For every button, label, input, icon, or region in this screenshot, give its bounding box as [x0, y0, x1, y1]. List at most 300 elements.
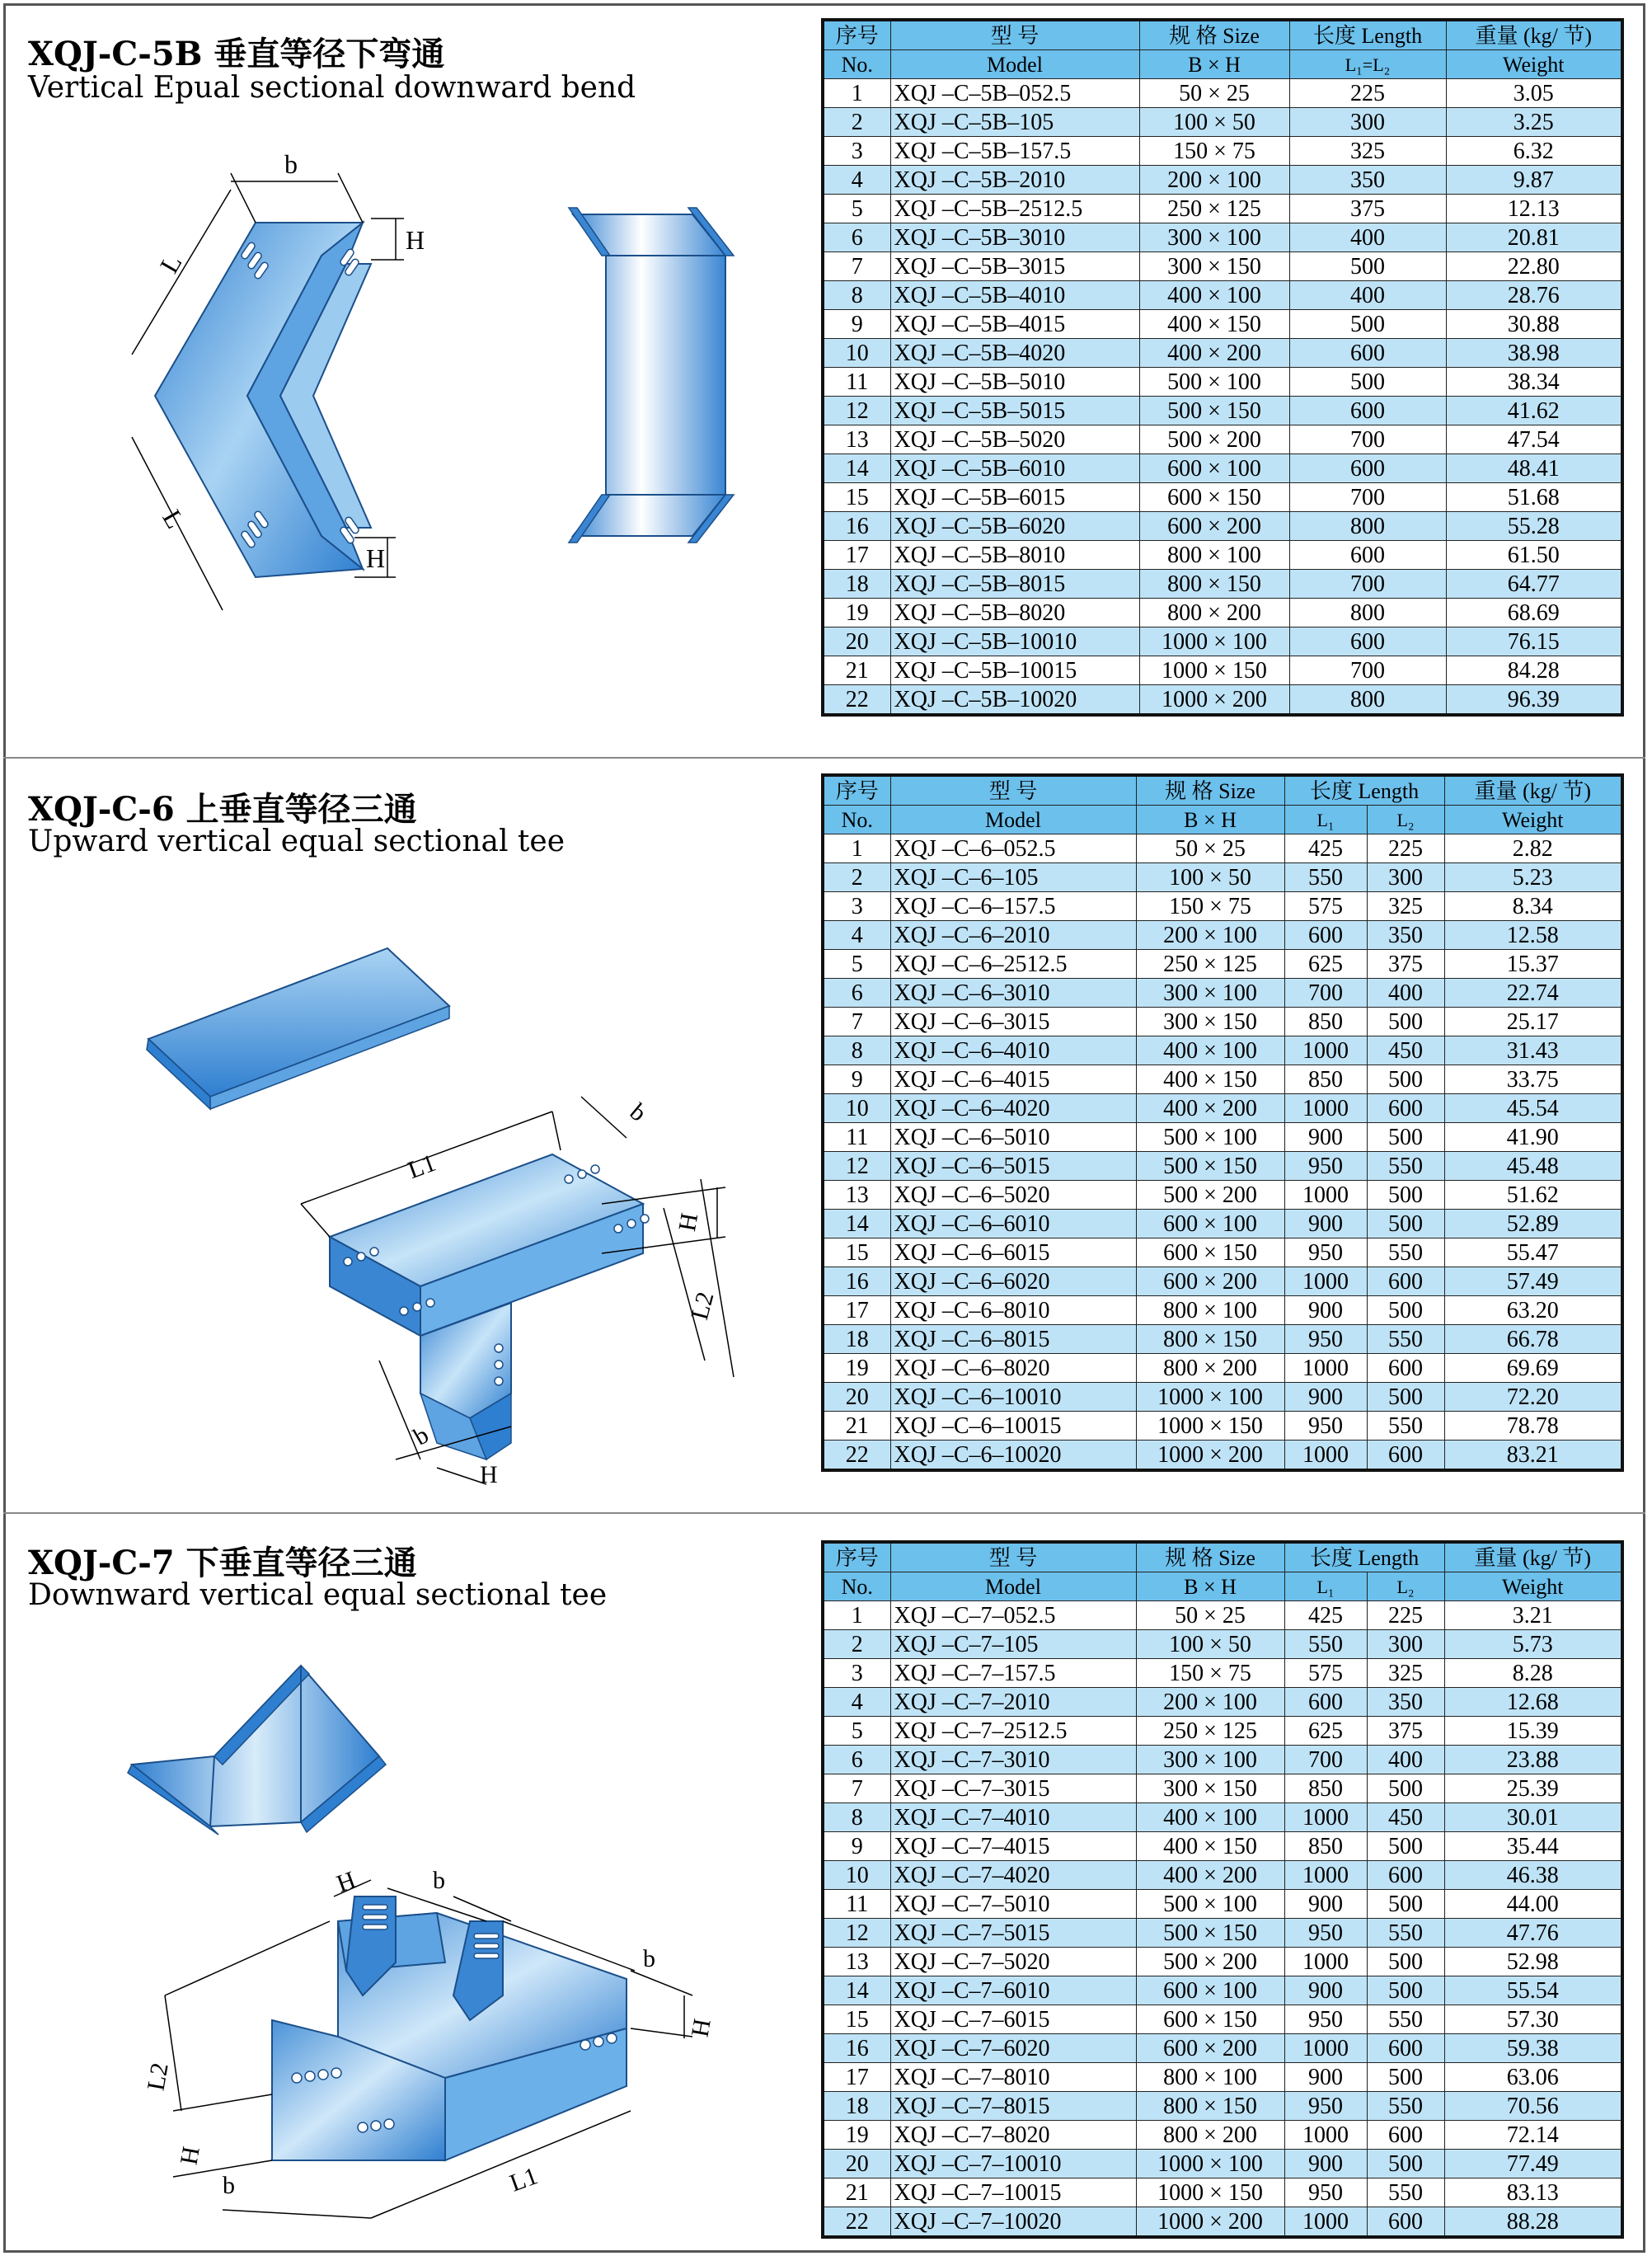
- table-cell: XQJ –C–7–2010: [890, 1688, 1136, 1717]
- dim-label-h-bottom: H: [480, 1461, 498, 1488]
- table-cell: 700: [1289, 483, 1446, 512]
- table-cell: 2: [823, 863, 890, 892]
- table-cell: 44.00: [1444, 1890, 1622, 1919]
- table-row: [823, 1152, 1622, 1181]
- table-cell: 600 × 150: [1136, 2005, 1284, 2034]
- table-cell: XQJ –C–5B–5015: [890, 397, 1139, 425]
- table-cell: XQJ –C–6–4015: [890, 1065, 1136, 1094]
- table-cell: 500 × 150: [1139, 397, 1289, 425]
- table-cell: 52.98: [1444, 1948, 1622, 1976]
- table-cell: XQJ –C–6–10020: [890, 1441, 1136, 1471]
- table-cell: 500: [1367, 2063, 1444, 2092]
- table-cell: 38.98: [1446, 339, 1622, 368]
- table-cell: 950: [1284, 2092, 1367, 2121]
- table-cell: 45.48: [1444, 1152, 1622, 1181]
- table-cell: 8: [823, 1803, 890, 1832]
- table-cell: 950: [1284, 1325, 1367, 1354]
- table-cell: 600 × 100: [1136, 1976, 1284, 2005]
- dim-label-b-top: b: [433, 1867, 445, 1894]
- table-row: [823, 979, 1622, 1008]
- table-cell: 600 × 100: [1136, 1210, 1284, 1238]
- table-cell: 300 × 150: [1136, 1774, 1284, 1803]
- table-cell: 550: [1367, 1919, 1444, 1948]
- table-cell: XQJ –C–5B–4015: [890, 310, 1139, 339]
- table-cell: 625: [1284, 950, 1367, 979]
- table-cell: 68.69: [1446, 599, 1622, 627]
- table-cell: 550: [1367, 1238, 1444, 1267]
- header-no-en: No.: [823, 806, 890, 834]
- table-cell: XQJ –C–7–052.5: [890, 1601, 1136, 1630]
- table-cell: 13: [823, 425, 890, 454]
- table-cell: 59.38: [1444, 2034, 1622, 2063]
- table-cell: XQJ –C–7–10020: [890, 2207, 1136, 2238]
- table-cell: 800 × 150: [1136, 1325, 1284, 1354]
- table-cell: 51.62: [1444, 1181, 1622, 1210]
- table-cell: XQJ –C–7–8020: [890, 2121, 1136, 2150]
- table-row: [823, 137, 1622, 166]
- tee-body: [272, 1896, 627, 2160]
- header-weight-cn: 重量 (kg/ 节): [1444, 775, 1622, 806]
- table-cell: 7: [823, 252, 890, 281]
- table-cell: 300 × 150: [1139, 252, 1289, 281]
- table-cell: 400: [1289, 223, 1446, 252]
- dim-label-b-bottom: b: [409, 1421, 434, 1451]
- table-cell: 17: [823, 1296, 890, 1325]
- table-row: [823, 1065, 1622, 1094]
- table-cell: 3: [823, 892, 890, 921]
- table-cell: 1: [823, 834, 890, 863]
- dim-label-l2: L2: [685, 1289, 720, 1323]
- table-cell: 70.56: [1444, 2092, 1622, 2121]
- header-weight-en: Weight: [1446, 50, 1622, 79]
- table-cell: XQJ –C–6–3010: [890, 979, 1136, 1008]
- header-no-cn: 序号: [823, 775, 890, 806]
- table-cell: 22.74: [1444, 979, 1622, 1008]
- table-cell: 900: [1284, 1383, 1367, 1412]
- table-cell: XQJ –C–5B–8020: [890, 599, 1139, 627]
- table-cell: 500: [1367, 1890, 1444, 1919]
- table-cell: 12.68: [1444, 1688, 1622, 1717]
- table-cell: 1000: [1284, 1441, 1367, 1471]
- table-cell: 800 × 100: [1136, 1296, 1284, 1325]
- table-cell: 325: [1367, 892, 1444, 921]
- table-cell: 950: [1284, 1919, 1367, 1948]
- table-row: [823, 2121, 1622, 2150]
- table-cell: 950: [1284, 1412, 1367, 1441]
- table-cell: 46.38: [1444, 1861, 1622, 1890]
- header-size-cn: 规 格 Size: [1136, 1542, 1284, 1572]
- table-cell: 425: [1284, 834, 1367, 863]
- table-cell: 6: [823, 979, 890, 1008]
- table-cell: 47.54: [1446, 425, 1622, 454]
- table-cell: XQJ –C–5B–2512.5: [890, 195, 1139, 223]
- table-cell: 900: [1284, 1123, 1367, 1152]
- table-cell: 15: [823, 1238, 890, 1267]
- table-cell: XQJ –C–7–5020: [890, 1948, 1136, 1976]
- dim-label-l2: L2: [142, 2061, 174, 2093]
- dim-label-l1: L1: [506, 2162, 542, 2197]
- table-cell: 500 × 150: [1136, 1152, 1284, 1181]
- table-row: [823, 1774, 1622, 1803]
- table-cell: XQJ –C–7–6020: [890, 2034, 1136, 2063]
- table-cell: 300 × 100: [1136, 1746, 1284, 1774]
- table-cell: 6.32: [1446, 137, 1622, 166]
- table-row: [823, 195, 1622, 223]
- downward-bend-figure: [99, 148, 758, 643]
- table-cell: 18: [823, 1325, 890, 1354]
- table-cell: 12: [823, 397, 890, 425]
- table-cell: 600 × 200: [1136, 2034, 1284, 2063]
- table-cell: 400 × 150: [1139, 310, 1289, 339]
- table-cell: XQJ –C–7–5015: [890, 1919, 1136, 1948]
- header-l2: L₂: [1367, 806, 1444, 834]
- table-cell: 72.20: [1444, 1383, 1622, 1412]
- header-model-en: Model: [890, 50, 1139, 79]
- table-cell: 1000: [1284, 1948, 1367, 1976]
- table-cell: 3.25: [1446, 108, 1622, 137]
- table-row: [823, 627, 1622, 656]
- table-row: [823, 108, 1622, 137]
- table-cell: XQJ –C–6–8010: [890, 1296, 1136, 1325]
- table-cell: 500: [1289, 368, 1446, 397]
- table-cell: 575: [1284, 892, 1367, 921]
- section-title-cn: XQJ-C-6 上垂直等径三通: [28, 790, 417, 829]
- table-cell: XQJ –C–5B–6020: [890, 512, 1139, 541]
- table-cell: 500: [1367, 1181, 1444, 1210]
- table-cell: 500: [1367, 1774, 1444, 1803]
- table-row: [823, 1659, 1622, 1688]
- table-cell: XQJ –C–6–4020: [890, 1094, 1136, 1123]
- table-cell: XQJ –C–7–5010: [890, 1890, 1136, 1919]
- table-cell: XQJ –C–7–4010: [890, 1803, 1136, 1832]
- dim-label-b-bottom: b: [223, 2172, 235, 2199]
- table-cell: 2: [823, 108, 890, 137]
- table-cell: 1000 × 150: [1139, 656, 1289, 685]
- table-cell: 45.54: [1444, 1094, 1622, 1123]
- table-cell: XQJ –C–7–6010: [890, 1976, 1136, 2005]
- table-row: [823, 1688, 1622, 1717]
- table-cell: 30.88: [1446, 310, 1622, 339]
- table-cell: 4: [823, 921, 890, 950]
- table-cell: 8.34: [1444, 892, 1622, 921]
- table-cell: 3.21: [1444, 1601, 1622, 1630]
- table-cell: XQJ –C–5B–3015: [890, 252, 1139, 281]
- table-cell: 15.39: [1444, 1717, 1622, 1746]
- table-cell: XQJ –C–6–6010: [890, 1210, 1136, 1238]
- table-cell: 400 × 100: [1136, 1036, 1284, 1065]
- table-cell: 31.43: [1444, 1036, 1622, 1065]
- table-row: [823, 79, 1622, 108]
- table-cell: 1: [823, 79, 890, 108]
- table-cell: 950: [1284, 2005, 1367, 2034]
- table-row: [823, 425, 1622, 454]
- table-cell: 83.13: [1444, 2178, 1622, 2207]
- table-cell: 1000: [1284, 2207, 1367, 2238]
- table-cell: 38.34: [1446, 368, 1622, 397]
- table-cell: 5.23: [1444, 863, 1622, 892]
- tee-cover-plate: [128, 1666, 386, 1835]
- table-cell: XQJ –C–5B–8015: [890, 570, 1139, 599]
- table-cell: XQJ –C–6–2512.5: [890, 950, 1136, 979]
- table-cell: 600: [1367, 1267, 1444, 1296]
- table-row: [823, 483, 1622, 512]
- table-cell: 21: [823, 1412, 890, 1441]
- table-row: [823, 1210, 1622, 1238]
- table-cell: XQJ –C–6–5020: [890, 1181, 1136, 1210]
- table-cell: 1000: [1284, 1267, 1367, 1296]
- table-row: [823, 2207, 1622, 2238]
- table-cell: 84.28: [1446, 656, 1622, 685]
- table-row: [823, 252, 1622, 281]
- section-title-en: Vertical Epual sectional downward bend: [28, 71, 636, 105]
- table-row: [823, 2063, 1622, 2092]
- table-cell: XQJ –C–5B–3010: [890, 223, 1139, 252]
- table-cell: XQJ –C–6–6020: [890, 1267, 1136, 1296]
- table-cell: 12: [823, 1152, 890, 1181]
- table-cell: 500 × 150: [1136, 1919, 1284, 1948]
- table-cell: XQJ –C–6–157.5: [890, 892, 1136, 921]
- table-cell: 12: [823, 1919, 890, 1948]
- header-no-en: No.: [823, 50, 890, 79]
- table-cell: 350: [1289, 166, 1446, 195]
- table-cell: 5: [823, 1717, 890, 1746]
- table-cell: 1000: [1284, 2034, 1367, 2063]
- section-title-cn: XQJ-C-7 下垂直等径三通: [28, 1544, 417, 1582]
- table-cell: XQJ –C–7–8015: [890, 2092, 1136, 2121]
- table-cell: 12.58: [1444, 921, 1622, 950]
- table-cell: 625: [1284, 1717, 1367, 1746]
- table-cell: XQJ –C–7–3010: [890, 1746, 1136, 1774]
- table-row: [823, 1832, 1622, 1861]
- table-cell: XQJ –C–7–105: [890, 1630, 1136, 1659]
- table-cell: 600: [1289, 627, 1446, 656]
- table-cell: XQJ –C–5B–105: [890, 108, 1139, 137]
- table-cell: 150 × 75: [1136, 892, 1284, 921]
- table-cell: 18: [823, 2092, 890, 2121]
- table-row: [823, 1803, 1622, 1832]
- table-cell: 600 × 200: [1136, 1267, 1284, 1296]
- table-cell: 375: [1289, 195, 1446, 223]
- table-cell: 23.88: [1444, 1746, 1622, 1774]
- header-weight-cn: 重量 (kg/ 节): [1446, 20, 1622, 50]
- table-cell: 11: [823, 1890, 890, 1919]
- table-row: [823, 1325, 1622, 1354]
- table-cell: 8.28: [1444, 1659, 1622, 1688]
- table-cell: 1000: [1284, 1094, 1367, 1123]
- table-row: [823, 2092, 1622, 2121]
- table-cell: 550: [1367, 2092, 1444, 2121]
- table-cell: 1000 × 200: [1136, 1441, 1284, 1471]
- header-length-cn: 长度 Length: [1284, 1542, 1444, 1572]
- table-cell: 10: [823, 1094, 890, 1123]
- table-cell: 600: [1367, 1354, 1444, 1383]
- table-cell: 500 × 100: [1139, 368, 1289, 397]
- table-cell: 9.87: [1446, 166, 1622, 195]
- table-cell: 1000 × 100: [1136, 2150, 1284, 2178]
- table-cell: 66.78: [1444, 1325, 1622, 1354]
- table-cell: 6: [823, 223, 890, 252]
- table-cell: XQJ –C–6–052.5: [890, 834, 1136, 863]
- table-cell: 500: [1367, 2150, 1444, 2178]
- header-no-en: No.: [823, 1572, 890, 1601]
- upward-tee-figure: [124, 932, 750, 1492]
- header-model-en: Model: [890, 1572, 1136, 1601]
- table-row: [823, 454, 1622, 483]
- table-cell: 50 × 25: [1136, 1601, 1284, 1630]
- table-row: [823, 570, 1622, 599]
- tee-body: [330, 1154, 643, 1459]
- table-cell: 600: [1284, 921, 1367, 950]
- dim-label-h-top: H: [406, 225, 425, 255]
- table-cell: 500: [1367, 1008, 1444, 1036]
- table-cell: XQJ –C–7–2512.5: [890, 1717, 1136, 1746]
- table-cell: XQJ –C–5B–10010: [890, 627, 1139, 656]
- table-cell: 900: [1284, 1210, 1367, 1238]
- table-row: [823, 1919, 1622, 1948]
- table-cell: 15: [823, 2005, 890, 2034]
- table-cell: 900: [1284, 2150, 1367, 2178]
- table-cell: 14: [823, 1976, 890, 2005]
- table-cell: 16: [823, 512, 890, 541]
- table-cell: 850: [1284, 1832, 1367, 1861]
- table-cell: 51.68: [1446, 483, 1622, 512]
- table-cell: 500 × 200: [1136, 1948, 1284, 1976]
- table-cell: XQJ –C–5B–4010: [890, 281, 1139, 310]
- table-cell: 600: [1367, 2121, 1444, 2150]
- section-title-en: Upward vertical equal sectional tee: [28, 825, 566, 858]
- dim-label-l-top: L: [153, 249, 188, 279]
- table-cell: 550: [1367, 1412, 1444, 1441]
- table-cell: 1000: [1284, 2121, 1367, 2150]
- table-cell: 20: [823, 2150, 890, 2178]
- table-cell: XQJ –C–6–2010: [890, 921, 1136, 950]
- table-cell: XQJ –C–7–8010: [890, 2063, 1136, 2092]
- table-cell: 22: [823, 2207, 890, 2238]
- table-cell: 19: [823, 599, 890, 627]
- table-cell: XQJ –C–7–10010: [890, 2150, 1136, 2178]
- table-cell: 550: [1367, 2005, 1444, 2034]
- table-cell: XQJ –C–6–5010: [890, 1123, 1136, 1152]
- header-no-cn: 序号: [823, 20, 890, 50]
- table-cell: 900: [1284, 1296, 1367, 1325]
- dim-label-l1: L1: [404, 1149, 440, 1185]
- table-cell: 57.49: [1444, 1267, 1622, 1296]
- table-row: [823, 223, 1622, 252]
- table-cell: XQJ –C–5B–10015: [890, 656, 1139, 685]
- table-cell: 700: [1284, 1746, 1367, 1774]
- table-cell: 600: [1367, 2207, 1444, 2238]
- table-cell: 500: [1367, 1976, 1444, 2005]
- header-model-en: Model: [890, 806, 1136, 834]
- table-cell: 600 × 200: [1139, 512, 1289, 541]
- table-cell: 9: [823, 310, 890, 339]
- table-cell: 450: [1367, 1803, 1444, 1832]
- table-cell: 400 × 200: [1139, 339, 1289, 368]
- table-cell: XQJ –C–6–3015: [890, 1008, 1136, 1036]
- table-cell: XQJ –C–5B–10020: [890, 685, 1139, 716]
- dim-label-h-right: H: [686, 2016, 716, 2039]
- table-cell: 500 × 100: [1136, 1890, 1284, 1919]
- table-cell: 96.39: [1446, 685, 1622, 716]
- table-cell: 48.41: [1446, 454, 1622, 483]
- table-cell: 21: [823, 656, 890, 685]
- table-cell: 4: [823, 1688, 890, 1717]
- table-cell: 77.49: [1444, 2150, 1622, 2178]
- table-cell: XQJ –C–7–157.5: [890, 1659, 1136, 1688]
- table-cell: 47.76: [1444, 1919, 1622, 1948]
- table-cell: 800 × 200: [1136, 1354, 1284, 1383]
- header-size-cn: 规 格 Size: [1136, 775, 1284, 806]
- table-cell: 9: [823, 1065, 890, 1094]
- table-cell: 16: [823, 2034, 890, 2063]
- table-cell: 5.73: [1444, 1630, 1622, 1659]
- table-cell: 8: [823, 281, 890, 310]
- table-cell: XQJ –C–7–4020: [890, 1861, 1136, 1890]
- header-weight-cn: 重量 (kg/ 节): [1444, 1542, 1622, 1572]
- table-cell: 5: [823, 195, 890, 223]
- table-cell: 1000: [1284, 1181, 1367, 1210]
- header-weight-en: Weight: [1444, 806, 1622, 834]
- table-cell: 900: [1284, 1976, 1367, 2005]
- table-cell: 28.76: [1446, 281, 1622, 310]
- table-row: [823, 863, 1622, 892]
- table-cell: 25.17: [1444, 1008, 1622, 1036]
- table-row: [823, 166, 1622, 195]
- table-cell: 600: [1367, 1861, 1444, 1890]
- table-cell: 69.69: [1444, 1354, 1622, 1383]
- table-cell: 1000 × 200: [1136, 2207, 1284, 2238]
- table-cell: 22: [823, 1441, 890, 1471]
- table-cell: 950: [1284, 1152, 1367, 1181]
- table-cell: 950: [1284, 1238, 1367, 1267]
- table-cell: 550: [1284, 863, 1367, 892]
- table-cell: 800: [1289, 599, 1446, 627]
- table-cell: 50 × 25: [1139, 79, 1289, 108]
- spec-table-7: [821, 1540, 1624, 2239]
- table-cell: 72.14: [1444, 2121, 1622, 2150]
- table-cell: XQJ –C–5B–052.5: [890, 79, 1139, 108]
- table-cell: XQJ –C–6–6015: [890, 1238, 1136, 1267]
- table-cell: 850: [1284, 1065, 1367, 1094]
- table-cell: XQJ –C–7–4015: [890, 1832, 1136, 1861]
- table-cell: 500: [1289, 252, 1446, 281]
- table-cell: 55.47: [1444, 1238, 1622, 1267]
- header-length-en: L₁=L₂: [1289, 50, 1446, 79]
- table-cell: 88.28: [1444, 2207, 1622, 2238]
- table-cell: 50 × 25: [1136, 834, 1284, 863]
- table-row: [823, 656, 1622, 685]
- table-cell: 800 × 150: [1136, 2092, 1284, 2121]
- table-cell: 57.30: [1444, 2005, 1622, 2034]
- table-row: [823, 397, 1622, 425]
- table-row: [823, 1948, 1622, 1976]
- table-cell: XQJ –C–6–4010: [890, 1036, 1136, 1065]
- header-model-cn: 型 号: [890, 775, 1136, 806]
- table-cell: 200 × 100: [1139, 166, 1289, 195]
- section-divider: [3, 757, 1645, 759]
- table-row: [823, 1976, 1622, 2005]
- table-row: [823, 541, 1622, 570]
- table-cell: 35.44: [1444, 1832, 1622, 1861]
- table-cell: 19: [823, 1354, 890, 1383]
- table-cell: 13: [823, 1181, 890, 1210]
- table-cell: 200 × 100: [1136, 1688, 1284, 1717]
- table-row: [823, 1630, 1622, 1659]
- table-row: [823, 1094, 1622, 1123]
- table-row: [823, 950, 1622, 979]
- section-title-en: Downward vertical equal sectional tee: [28, 1578, 608, 1612]
- table-cell: XQJ –C–5B–6015: [890, 483, 1139, 512]
